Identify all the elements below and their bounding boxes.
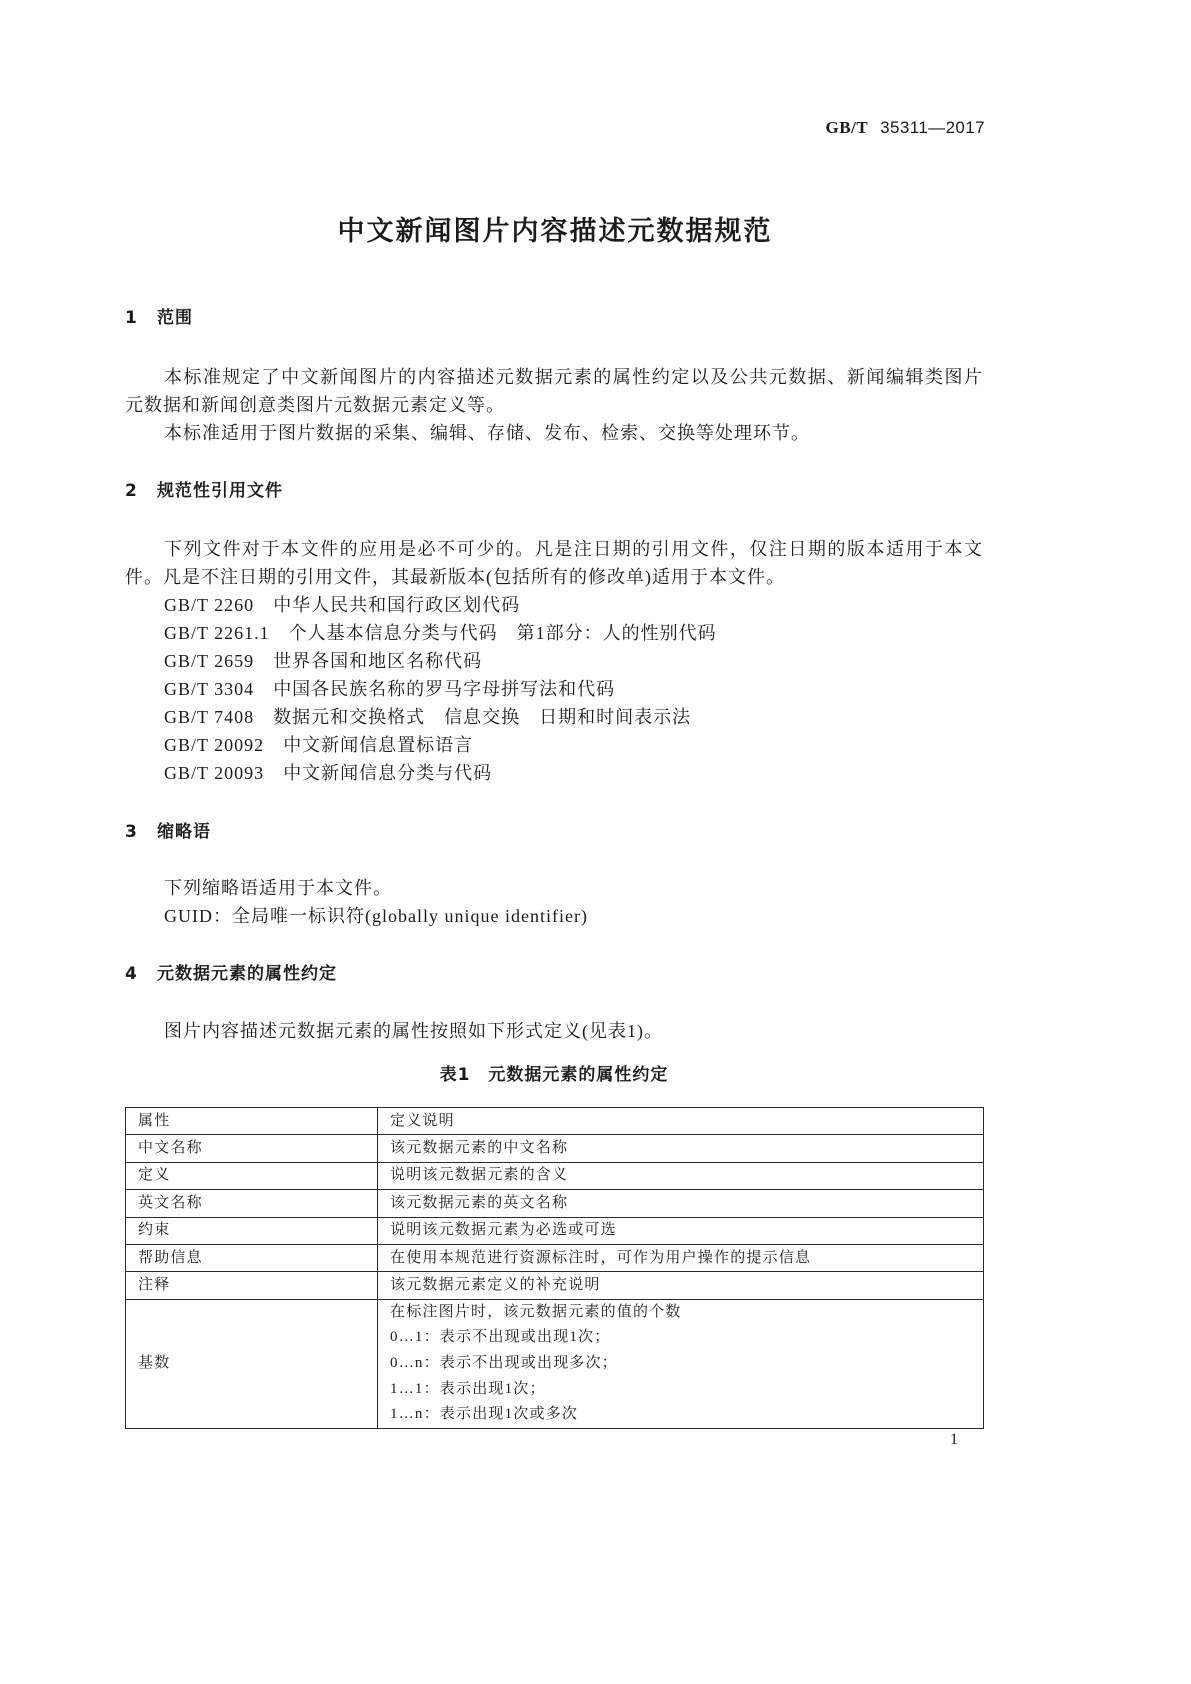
running-header <box>826 116 985 140</box>
abbreviation-entry: GUID：全局唯一标识符(globally unique identifier) <box>164 906 588 926</box>
section-heading-attribute-conventions <box>125 960 337 988</box>
paragraph-line: 本标准规定了中文新闻图片的内容描述元数据元素的属性约定以及公共元数据、新闻编辑类图片 <box>164 367 983 387</box>
definition-cell: 该元数据元素的中文名称 <box>378 1135 984 1162</box>
attribute-cell: 英文名称 <box>126 1190 378 1217</box>
definition-cell: 该元数据元素的英文名称 <box>378 1190 984 1217</box>
paragraph: 图片内容描述元数据元素的属性按照如下形式定义(见表1)。 <box>164 1021 663 1041</box>
attribute-table <box>125 1107 984 1429</box>
paragraph: 下列缩略语适用于本文件。 <box>164 878 392 898</box>
table-header-row <box>126 1108 984 1135</box>
reference-code: GB/T 2260 <box>164 595 255 615</box>
column-header-attribute: 属性 <box>126 1108 378 1135</box>
attribute-cell: 中文名称 <box>126 1135 378 1162</box>
reference-title: 中国各民族名称的罗马字母拼写法和代码 <box>273 679 616 699</box>
table-row <box>126 1162 984 1189</box>
attribute-conventions-body <box>125 1017 983 1045</box>
definition-line: 0…1：表示不出现或出现1次； <box>390 1329 611 1346</box>
table-row <box>126 1244 984 1271</box>
standard-number: 35311—2017 <box>880 118 985 137</box>
normative-references-body <box>125 535 983 787</box>
attribute-cell: 注释 <box>126 1272 378 1299</box>
attribute-cell: 定义 <box>126 1162 378 1189</box>
table-row <box>126 1190 984 1217</box>
paragraph: 本标准适用于图片数据的采集、编辑、存储、发布、检索、交换等处理环节。 <box>164 423 810 443</box>
column-header-definition: 定义说明 <box>378 1108 984 1135</box>
reference-title: 中华人民共和国行政区划代码 <box>273 595 521 615</box>
section-number: 3 <box>125 822 138 842</box>
reference-code: GB/T 20092 <box>164 735 265 755</box>
definition-cell: 该元数据元素定义的补充说明 <box>378 1272 984 1299</box>
definition-cell: 在使用本规范进行资源标注时，可作为用户操作的提示信息 <box>378 1244 984 1271</box>
section-number: 1 <box>125 308 138 328</box>
table-caption: 表1 元数据元素的属性约定 <box>439 1065 669 1085</box>
reference-title: 世界各国和地区名称代码 <box>273 651 483 671</box>
section-title: 元数据元素的属性约定 <box>157 964 337 984</box>
definition-line: 1…n：表示出现1次或多次 <box>390 1406 579 1423</box>
reference-code: GB/T 2261.1 <box>164 623 270 643</box>
section-number: 4 <box>125 964 138 984</box>
section-heading-scope <box>125 304 193 332</box>
table-row <box>126 1135 984 1162</box>
section-title: 缩略语 <box>157 822 211 842</box>
definition-line: 0…n：表示不出现或出现多次； <box>390 1354 619 1371</box>
attribute-cell: 约束 <box>126 1217 378 1244</box>
reference-item <box>125 759 983 787</box>
scope-body <box>125 363 983 447</box>
section-heading-normative-references <box>125 477 283 505</box>
paragraph-line: 件。凡是不注日期的引用文件，其最新版本(包括所有的修改单)适用于本文件。 <box>125 567 785 587</box>
reference-title: 中文新闻信息分类与代码 <box>283 763 493 783</box>
definition-line: 在标注图片时，该元数据元素的值的个数 <box>390 1303 682 1320</box>
reference-item <box>125 619 983 647</box>
reference-title: 数据元和交换格式 信息交换 日期和时间表示法 <box>273 707 692 727</box>
reference-item <box>125 647 983 675</box>
table-row <box>126 1272 984 1299</box>
reference-title: 中文新闻信息置标语言 <box>283 735 474 755</box>
reference-code: GB/T 20093 <box>164 763 265 783</box>
paragraph-line: 下列文件对于本文件的应用是必不可少的。凡是注日期的引用文件，仅注日期的版本适用于本文 <box>164 539 983 559</box>
reference-item <box>125 675 983 703</box>
attribute-cell: 帮助信息 <box>126 1244 378 1271</box>
reference-code: GB/T 2659 <box>164 651 255 671</box>
abbreviations-body <box>125 874 983 930</box>
reference-code: GB/T 3304 <box>164 679 255 699</box>
definition-cell: 说明该元数据元素的含义 <box>378 1162 984 1189</box>
definition-cell: 说明该元数据元素为必选或可选 <box>378 1217 984 1244</box>
section-title: 规范性引用文件 <box>157 481 283 501</box>
section-number: 2 <box>125 481 138 501</box>
reference-item <box>125 703 983 731</box>
table-row <box>126 1217 984 1244</box>
definition-cell <box>378 1299 984 1428</box>
section-heading-abbreviations <box>125 818 211 846</box>
reference-item <box>125 591 983 619</box>
section-title: 范围 <box>157 308 193 328</box>
reference-code: GB/T 7408 <box>164 707 255 727</box>
table-row <box>126 1299 984 1428</box>
reference-title: 个人基本信息分类与代码 第1部分：人的性别代码 <box>288 623 717 643</box>
reference-item <box>125 731 983 759</box>
attribute-cell: 基数 <box>126 1299 378 1428</box>
page-number: 1 <box>950 1431 958 1448</box>
paragraph-line: 元数据和新闻创意类图片元数据元素定义等。 <box>125 395 505 415</box>
standard-prefix: GB/T <box>825 118 869 137</box>
definition-line: 1…1：表示出现1次； <box>390 1380 546 1397</box>
document-title: 中文新闻图片内容描述元数据规范 <box>337 216 773 247</box>
